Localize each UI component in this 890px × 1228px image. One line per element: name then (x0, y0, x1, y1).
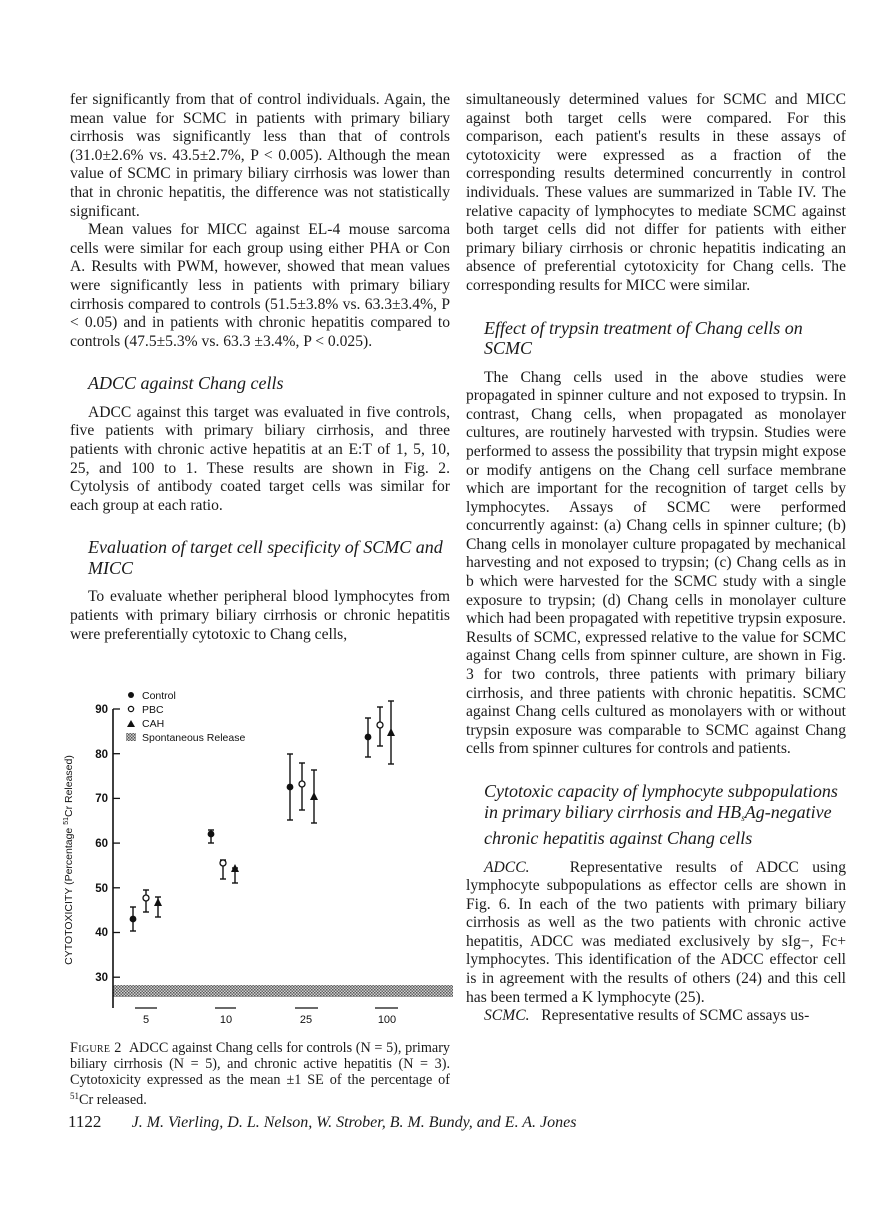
run-in-heading: SCMC. (484, 1007, 530, 1025)
svg-text:PBC: PBC (142, 704, 164, 716)
svg-text:40: 40 (95, 927, 108, 939)
paragraph-text: Representative results of SCMC assays us- (541, 1007, 810, 1025)
right-column (466, 91, 846, 1026)
svg-text:30: 30 (95, 972, 108, 984)
svg-text:90: 90 (95, 704, 108, 716)
isotope-superscript: 51 (70, 1091, 79, 1101)
y-axis-tick-labels (95, 704, 108, 984)
svg-text:Control: Control (142, 690, 176, 702)
running-authors: J. M. Vierling, D. L. Nelson, W. Strober, B. M. Bundy, and E. A. Jones (131, 1114, 577, 1131)
svg-text:CAH: CAH (142, 718, 165, 730)
figure-2-chart (50, 680, 470, 1030)
paragraph: fer significantly from that of control individuals. Again, the mean value for SCMC in patients with primary biliary cirrhosis was significantly less than that of controls (31.0±2.6% vs. 43.5±2.7%, P < 0.005). Although the mean value of SCMC in primary biliary cirrhosis was lower than that in chronic hepatitis, the difference was not statistically significant. (70, 91, 450, 220)
group-et-10 (208, 830, 238, 883)
caption-text-end: Cr released. (79, 1092, 147, 1108)
svg-text:60: 60 (95, 838, 108, 850)
legend (126, 690, 245, 744)
paragraph: Mean values for MICC against EL-4 mouse sarcoma cells were similar for each group using either PHA or Con A. Results with PWM, however, showed that mean values were significantly less in patients with primary biliary cirrhosis compared to controls (51.5±3.8% vs. 63.3±3.4%, P < 0.05) and in patients with chronic hepatitis compared to controls (47.5±5.3% vs. 63.3 ±3.4%, P < 0.025). (70, 221, 450, 350)
paragraph (466, 1007, 846, 1026)
figure-label: Figure 2 (70, 1040, 122, 1056)
x-axis-tick-labels (143, 1014, 396, 1026)
paragraph: simultaneously determined values for SCMC and MICC against both target cells were compared. For this comparison, each patient's results in these assays of cytotoxicity were expressed as a fraction of the corresponding results determined concurrently in control individuals. These values are summarized in Table IV. The relative capacity of lymphocytes to mediate SCMC against both target cells did not differ for patients with either primary biliary cirrhosis or chronic hepatitis indicating an absence of preferential cytotoxicity for Chang cells. The corresponding results for MICC were similar. (466, 91, 846, 294)
spontaneous-release-band (113, 985, 453, 997)
section-heading: Evaluation of target cell specificity of SCMC and MICC (88, 537, 443, 578)
y-axis-ticks (113, 709, 120, 977)
section-heading: Cytotoxic capacity of lymphocyte subpopulations in primary biliary cirrhosis and $HB_sAg$-negative chronic hepatitis against Chang cells (484, 781, 838, 848)
run-in-heading: ADCC. (484, 858, 530, 876)
paragraph (466, 859, 846, 1008)
paragraph: ADCC against this target was evaluated in five controls, five patients with primary biliary cirrhosis, and three patients with chronic active hepatitis at an E:T of 1, 5, 10, 25, and 100 to 1. These results are shown in Fig. 2. Cytolysis of antibody coated target cells was similar for each group at each ratio. (70, 403, 450, 514)
page-number: 1122 (68, 1112, 102, 1131)
svg-text:Spontaneous Release: Spontaneous Release (142, 732, 246, 744)
paragraph: To evaluate whether peripheral blood lymphocytes from patients with primary biliary cirrhosis or chronic hepatitis were preferentially cytotoxic to Chang cells, (70, 588, 450, 643)
figure-caption (70, 1040, 450, 1108)
section-heading: Effect of trypsin treatment of Chang cells on SCMC (484, 317, 803, 359)
svg-text:25: 25 (299, 1014, 313, 1026)
svg-text:10: 10 (219, 1014, 233, 1026)
svg-text:70: 70 (95, 793, 108, 805)
caption-text: ADCC against Chang cells for controls (N = 5), primary biliary cirrhosis (N = 5), and chronic active hepatitis (N = 3). Cytotoxicity expressed as the mean ±1 SE of the percentage of (70, 1040, 451, 1088)
svg-text:100: 100 (377, 1014, 397, 1026)
svg-text:5: 5 (142, 1014, 150, 1026)
svg-text:80: 80 (95, 749, 108, 761)
y-axis-label: CYTOTOXICITY (Percentage $^{51}$Cr Released) (63, 755, 75, 965)
paragraph: The Chang cells used in the above studies were propagated in spinner culture and not exposed to trypsin. In contrast, Chang cells, when propagated as monolayer cultures, are routinely harvested with trypsin. Studies were performed to assess the possibility that trypsin might expose or modify antigens on the Chang cell surface membrane which are important for the recognition of target cells by lymphocytes. Assays of SCMC were performed concurrently against: (a) Chang cells in spinner culture; (b) Chang cells in monolayer culture propagated by mechanical harvesting and not exposed to trypsin; (c) Chang cells as in b which were harvested for the SCMC study with a single exposure to trypsin; (d) Chang cells in monolayer culture which had been propagated with repetitive trypsin exposure. Results of SCMC, expressed relative to the value for SCMC against Chang cells from spinner culture, are shown in Fig. 3 for two controls, three patients with primary biliary cirrhosis, and three patients with chronic hepatitis. SCMC against Chang cells cultured as monolayers with or without trypsin exposure was comparable to SCMC against Chang cells from spinner cultures for controls and patients. (466, 368, 846, 758)
paragraph-text: Representative results of ADCC using lymphocyte subpopulations as effector cells are shown in Fig. 6. In each of the two patients with primary biliary cirrhosis as well as the two patients with chronic active hepatitis, ADCC was mediated exclusively by sIg−, Fc+ lymphocytes. This identification of the ADCC effector cell is in agreement with the results of others (24) and this cell has been termed a K lymphocyte (25). (466, 858, 846, 1006)
page-footer (68, 1112, 576, 1132)
svg-text:50: 50 (95, 883, 108, 895)
section-heading: ADCC against Chang cells (88, 373, 284, 394)
scatter-plot (50, 680, 470, 1030)
left-column (70, 91, 450, 644)
